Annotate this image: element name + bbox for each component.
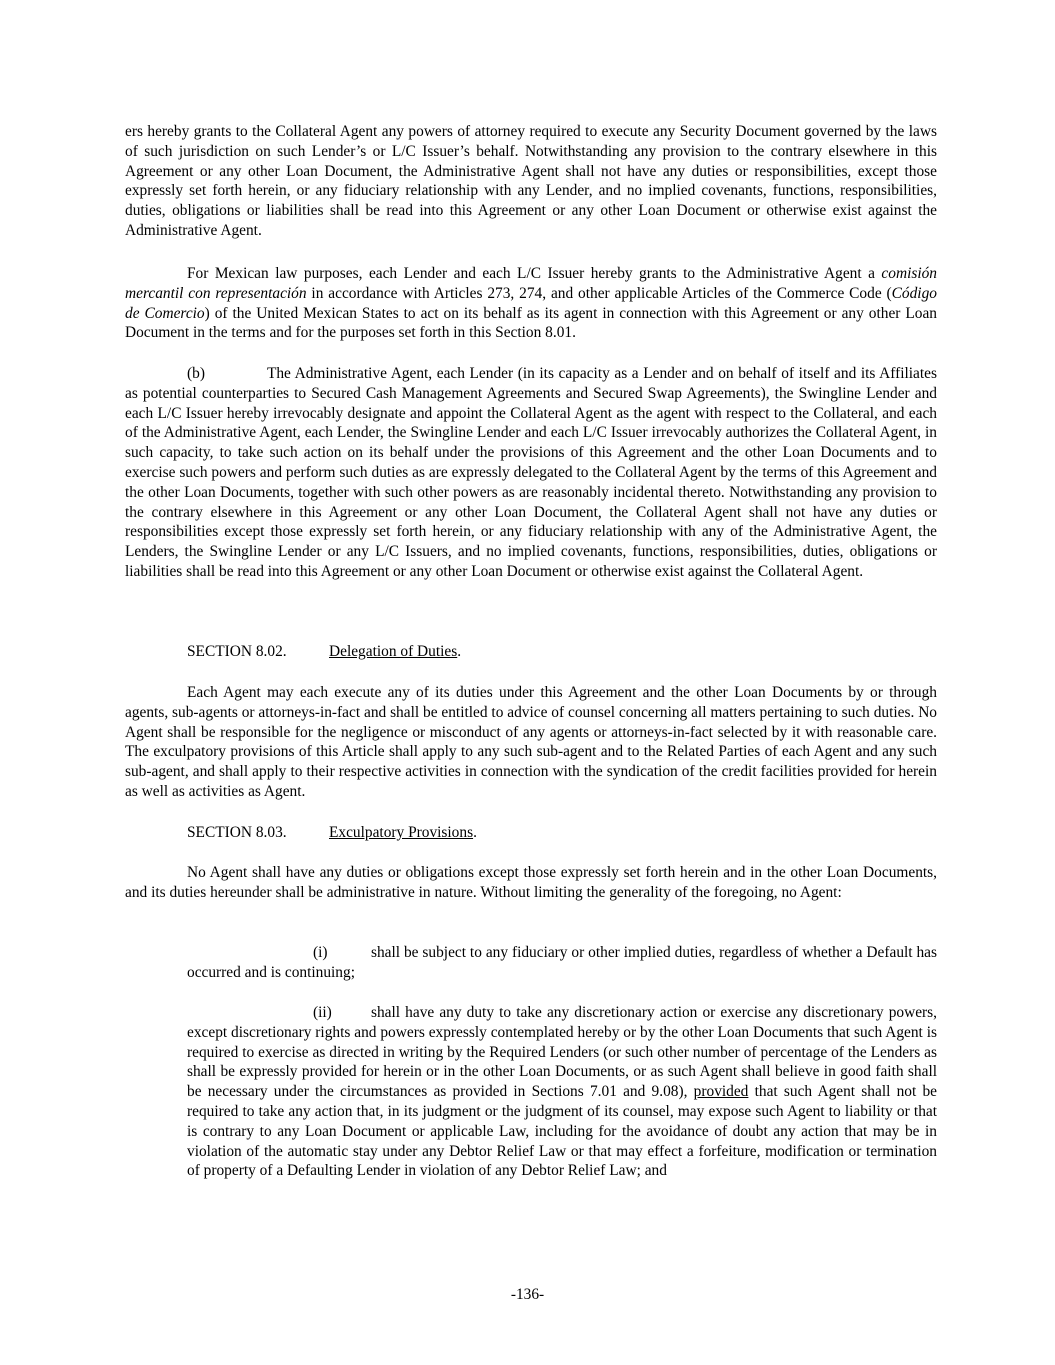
section-heading-8-02: SECTION 8.02. Delegation of Duties.: [187, 643, 462, 660]
section-title-delegation: Delegation of Duties: [329, 643, 458, 660]
page-number: -136-: [510, 1286, 545, 1303]
paragraph-collateral-agent-powers: ers hereby grants to the Collateral Agent any powers of attorney required to execute any Security Document governed by the laws of such jurisdiction on such Lender’s or L/C Issuer’s behalf. Notwithstanding any provision to the contrary elsewhere in this Agreement or any other Loan Document, the Administrative Agent shall not have any duties or responsibilities, except those expressly set forth herein, or any fiduciary relationship with any Lender, and no implied covenants, functions, responsibilities, duties, obligations or liabilities shall be read into this Agreement or any other Loan Document or otherwise exist against the Administrative Agent.: [125, 123, 937, 239]
item-label-i: (i): [313, 944, 328, 961]
section-title-exculpatory: Exculpatory Provisions: [329, 824, 474, 841]
paragraph-mexican-law: For Mexican law purposes, each Lender and each L/C Issuer hereby grants to the Administrative Agent a comisión mercantil con representación in accordance with Articles 273, 274, and other applicable Articles of the Commerce Code (Código de Comercio) of the United Mexican States to act on its behalf as its agent in connection with this Agreement or any other Loan Document in the terms and for the purposes set forth in this Section 8.01.: [125, 265, 937, 342]
item-label-ii: (ii): [313, 1004, 332, 1021]
list-item-ii: (ii) shall have any duty to take any discretionary action or exercise any discretionary powers, except discretionary rights and powers expressly contemplated hereby or by the other Loan Documents that such Agent is required to exercise as directed in writing by the Required Lenders (or such other number of percentage of the Lenders as shall be expressly provided for herein or in the other Loan Documents, or as such Agent shall believe in good faith shall be necessary under the circumstances as provided in Sections 7.01 and 9.08), provided that such Agent shall not be required to take any action that, in its judgment or the judgment of its counsel, may expose such Agent to liability or that is contrary to any Loan Document or applicable Law, including for the avoidance of doubt any action that may be in violation of the automatic stay under any Debtor Relief Law or that may effect a forfeiture, modification or termination of property of a Defaulting Lender in violation of any Debtor Relief Law; and: [187, 1004, 937, 1180]
list-item-i: (i) shall be subject to any fiduciary or other implied duties, regardless of whether a Default has occurred and is continuing;: [187, 944, 937, 981]
paragraph-delegation: Each Agent may each execute any of its duties under this Agreement and the other Loan Documents by or through agents, sub-agents or attorneys-in-fact and shall be entitled to advice of counsel concerning all matters pertaining to such duties. No Agent shall be responsible for the negligence or misconduct of any agents or attorneys-in-fact selected by it with reasonable care. The exculpatory provisions of this Article shall apply to any such sub-agent and to the Related Parties of each Agent and any such sub-agent, and shall apply to their respective activities in connection with the syndication of the credit facilities provided for herein as well as activities as Agent.: [125, 684, 937, 800]
paragraph-no-agent-duties: No Agent shall have any duties or obligations except those expressly set forth herein and in the other Loan Documents, and its duties hereunder shall be administrative in nature. Without limiting the generality of the foregoing, no Agent:: [125, 864, 937, 901]
clause-label-b: (b): [187, 365, 205, 382]
section-heading-8-03: SECTION 8.03. Exculpatory Provisions.: [187, 824, 477, 841]
paragraph-b-collateral-agent: (b) The Administrative Agent, each Lender (in its capacity as a Lender and on behalf of itself and its Affiliates as potential counterparties to Secured Cash Management Agreements and Secured Swap Agreements), the Swingline Lender and each L/C Issuer hereby irrevocably designate and appoint the Collateral Agent as the agent with respect to the Collateral, and each of the Administrative Agent, each Lender, the Swingline Lender and each L/C Issuer irrevocably authorizes the Collateral Agent, in such capacity, to take such action on its behalf under the provisions of this Agreement and the other Loan Documents and to exercise such powers and perform such duties as are expressly delegated to the Collateral Agent by the terms of this Agreement and the other Loan Documents, together with such other powers as are reasonably incidental thereto. Notwithstanding any provision to the contrary elsewhere in this Agreement or any other Loan Document, the Collateral Agent shall not have any duties or responsibilities except those expressly set forth herein, or any fiduciary relationship with any of the Administrative Agent, the Lenders, the Swingline Lender or any L/C Issuers, and no implied covenants, functions, responsibilities, duties, obligations or liabilities shall be read into this Agreement or any other Loan Document or otherwise exist against the Collateral Agent.: [125, 365, 937, 580]
